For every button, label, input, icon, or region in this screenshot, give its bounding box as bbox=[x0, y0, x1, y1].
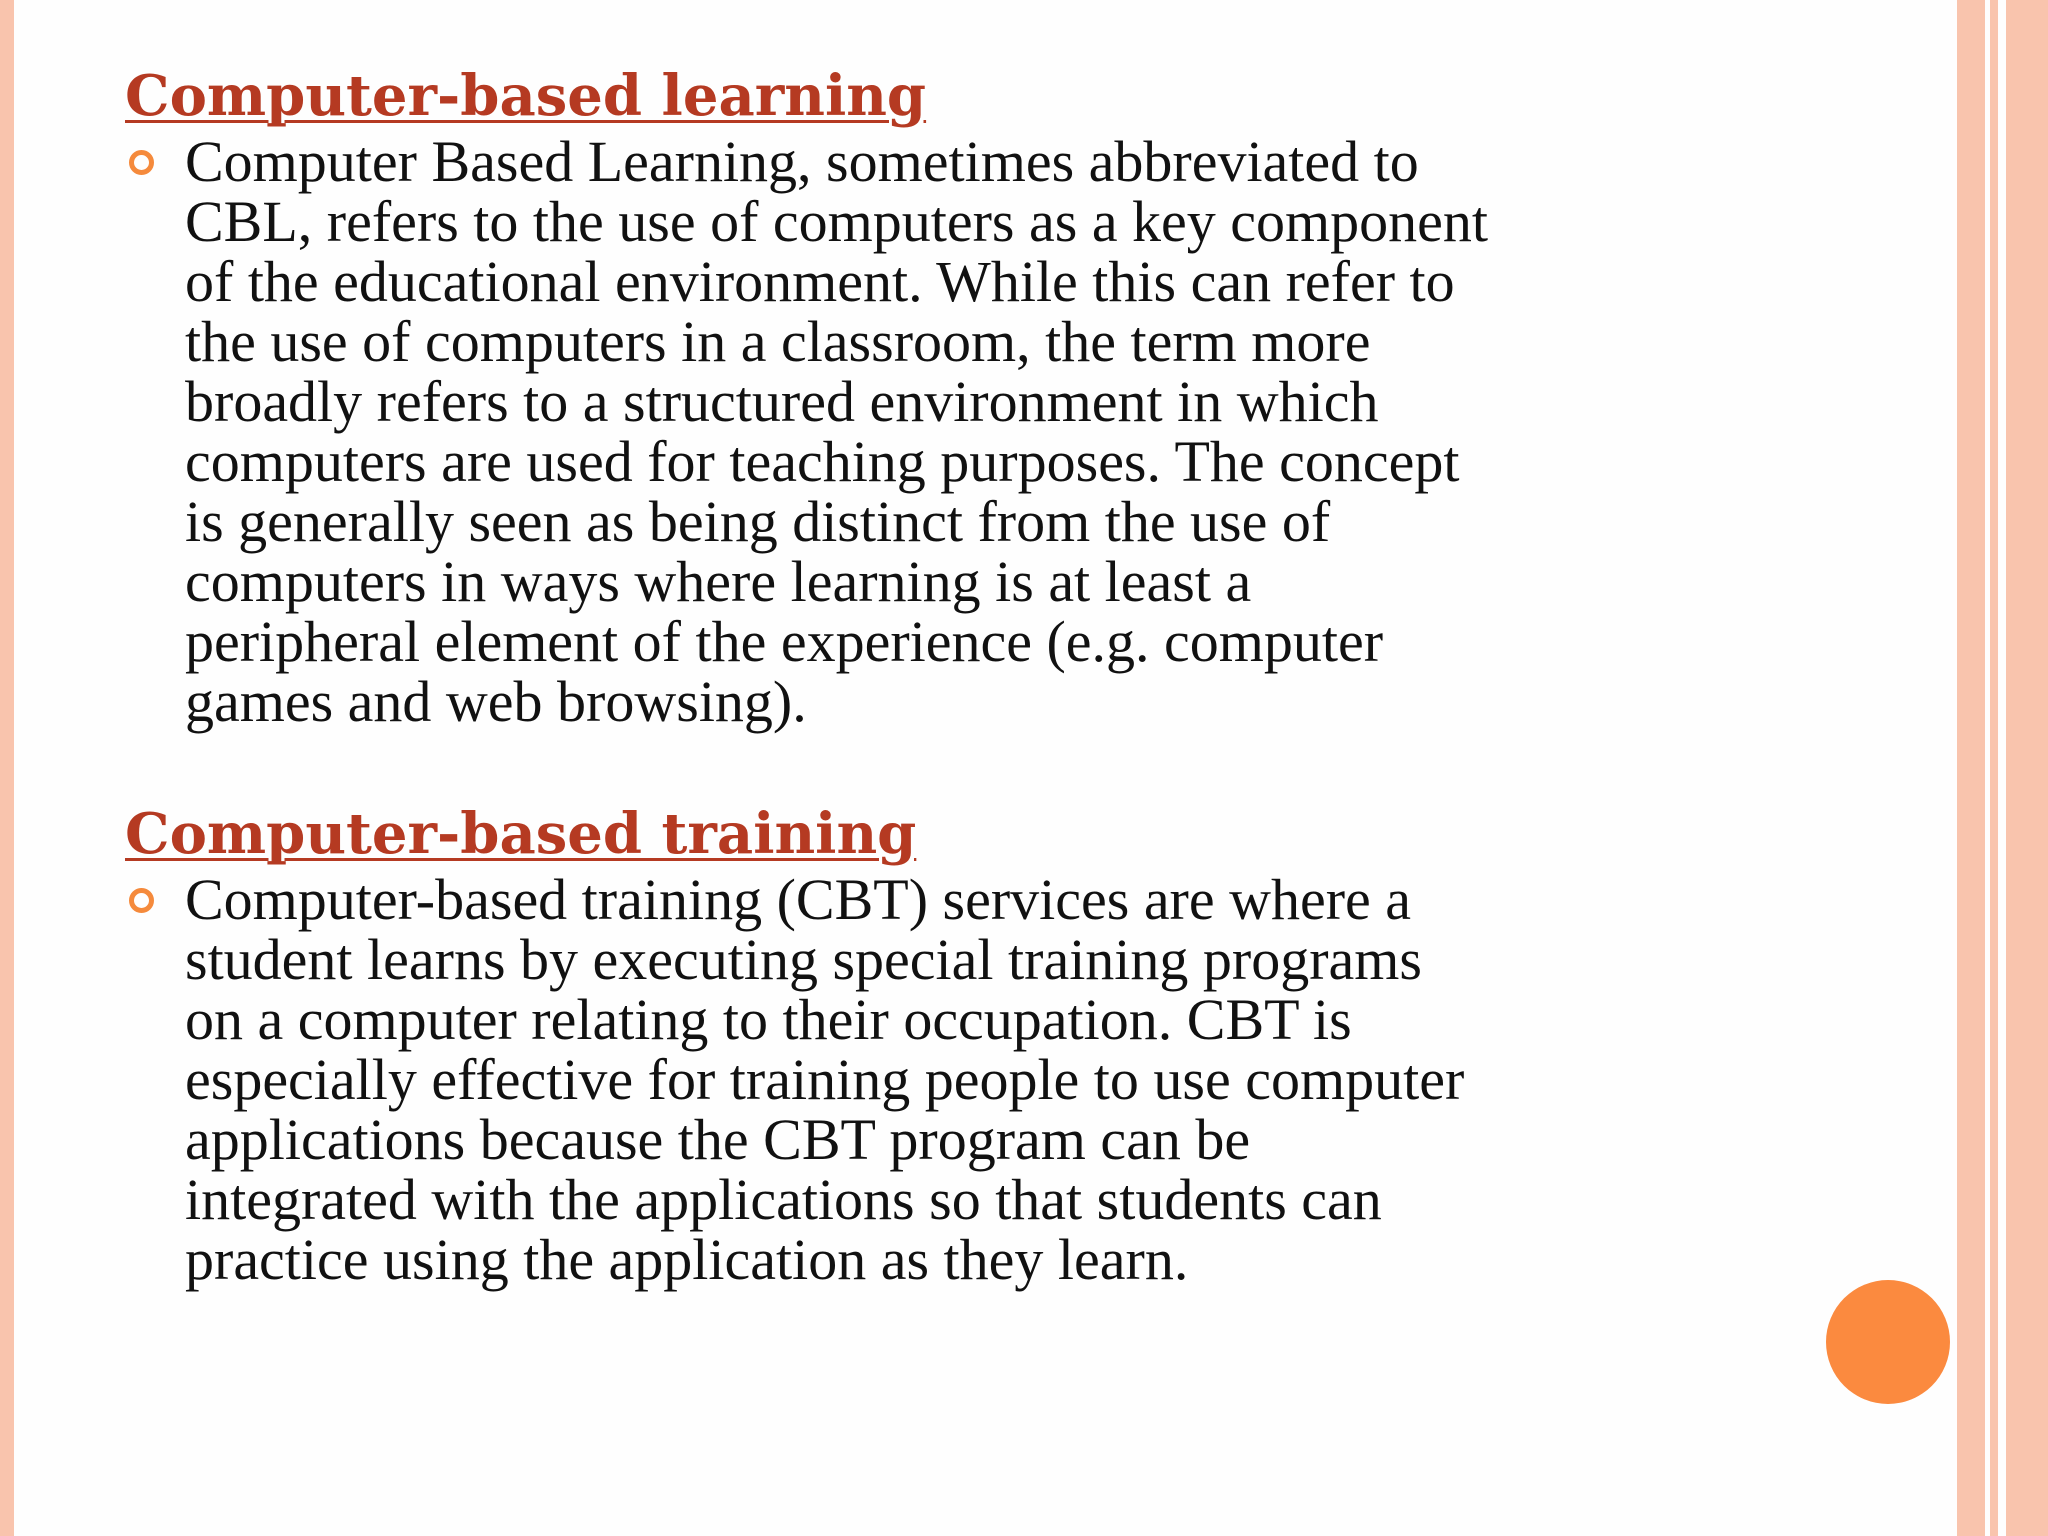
text-line: especially effective for training people to use computer bbox=[185, 1047, 1465, 1112]
text-line: broadly refers to a structured environment in which bbox=[185, 369, 1379, 434]
text-line: computers are used for teaching purposes. The concept bbox=[185, 429, 1460, 494]
text-line: on a computer relating to their occupation. CBT is bbox=[185, 987, 1352, 1052]
section-heading-training: Computer-based training bbox=[125, 801, 917, 867]
text-line: the use of computers in a classroom, the term more bbox=[185, 309, 1371, 374]
decorative-orange-circle bbox=[1826, 1280, 1950, 1404]
right-border-stripe bbox=[1957, 0, 1985, 1536]
text-line: Computer-based training (CBT) services are where a bbox=[185, 867, 1412, 932]
bullet-item-training bbox=[125, 867, 1935, 1292]
text-line: Computer Based Learning, sometimes abbreviated to bbox=[185, 129, 1419, 194]
right-border-stripe-thin bbox=[1990, 0, 1998, 1536]
left-border-stripe bbox=[0, 0, 14, 1536]
text-line: CBL, refers to the use of computers as a key component bbox=[185, 189, 1489, 254]
text-line: computers in ways where learning is at least a bbox=[185, 549, 1252, 614]
text-line: peripheral element of the experience (e.g. computer bbox=[185, 609, 1384, 674]
bullet-text-training bbox=[185, 867, 1935, 1292]
section-spacer bbox=[125, 732, 1935, 798]
section-heading-learning: Computer-based learning bbox=[125, 63, 927, 129]
right-border-stripe-outer bbox=[2006, 0, 2048, 1536]
text-line: practice using the application as they learn. bbox=[185, 1227, 1189, 1292]
bullet-text-learning bbox=[185, 129, 1935, 734]
text-line: integrated with the applications so that students can bbox=[185, 1167, 1382, 1232]
text-line: of the educational environment. While this can refer to bbox=[185, 249, 1455, 314]
bullet-item-learning bbox=[125, 129, 1935, 734]
text-line: applications because the CBT program can be bbox=[185, 1107, 1251, 1172]
slide-content bbox=[125, 60, 1935, 1290]
hollow-circle-bullet-icon bbox=[129, 150, 154, 175]
text-line: is generally seen as being distinct from the use of bbox=[185, 489, 1331, 554]
text-line: games and web browsing). bbox=[185, 669, 807, 734]
hollow-circle-bullet-icon bbox=[129, 888, 154, 913]
text-line: student learns by executing special training programs bbox=[185, 927, 1422, 992]
